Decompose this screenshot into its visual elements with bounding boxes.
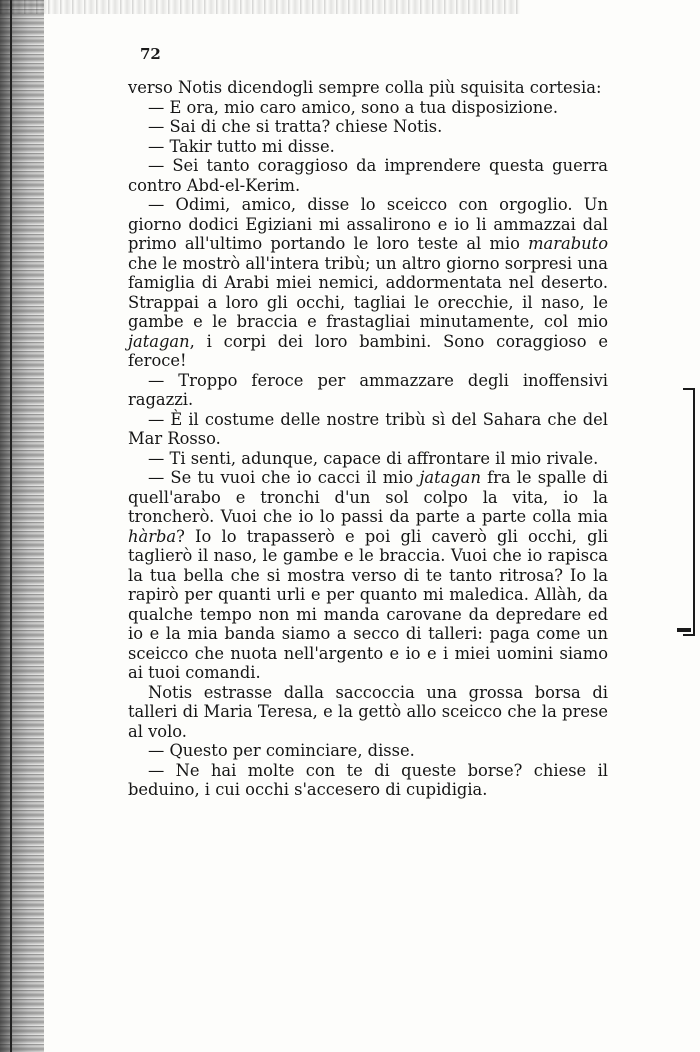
italic-term: marabuto: [528, 234, 608, 253]
paragraph: [128, 410, 608, 449]
paragraph-text: — Odimi, amico, disse lo sceicco con orgoglio. Un giorno dodici Egiziani mi assalirono e io li ammazzai dal primo all'ultimo portando le loro teste al mio: [128, 195, 608, 253]
paragraph: [128, 137, 608, 157]
page-binding-edge: [0, 0, 44, 1052]
paragraph: [128, 78, 608, 98]
margin-bracket-tick: [677, 628, 691, 632]
paragraph: [128, 761, 608, 800]
paragraph-text: — Se tu vuoi che io cacci il mio: [148, 468, 420, 487]
paragraph-text: ? Io lo trapasserò e poi gli caverò gli occhi, gli taglierò il naso, le gambe e le braccia. Vuoi che io rapisca la tua bella che si mostra verso di te tanto ritrosa? Io la rapirò per quanti urli e per quanto mi maledica. Allàh, da qualche tempo non mi manda carovane da depredare ed io e la mia banda siamo a secco di talleri: paga come un sceicco che nuota nell'argento e io e i miei uomini siamo ai tuoi comandi.: [128, 526, 608, 682]
paragraph-text: — E ora, mio caro amico, sono a tua disposizione.: [148, 97, 559, 117]
paragraph-text: che le mostrò all'intera tribù; un altro giorno sorpresi una famiglia di Arabi miei nemici, addormentata nel deserto. Strappai a loro gli occhi, tagliai le orecchie, il naso, le gambe e le braccia e frastagliai minutamente, col mio: [128, 253, 608, 331]
paragraph: [128, 683, 608, 742]
italic-term: hàrba: [128, 526, 177, 546]
binding-line: [10, 0, 12, 1052]
paragraph: [128, 195, 608, 371]
paragraph: [128, 98, 608, 118]
paragraph-text: — È il costume delle nostre tribù sì del Sahara che del Mar Rosso.: [128, 409, 608, 448]
paragraph-text: — Takir tutto mi disse.: [148, 136, 335, 156]
paragraph-text: , i corpi dei loro bambini. Sono coraggioso e feroce!: [128, 331, 608, 370]
paragraph-text: — Troppo feroce per ammazzare degli inoffensivi ragazzi.: [128, 370, 608, 409]
paragraph: [128, 468, 608, 683]
paragraph-text: — Sei tanto coraggioso da imprendere questa guerra contro Abd-el-Kerim.: [128, 156, 608, 195]
paragraph: [128, 156, 608, 195]
body-text: [128, 78, 608, 800]
paragraph-text: — Ti senti, adunque, capace di affrontare il mio rivale.: [148, 448, 599, 468]
paragraph: [128, 117, 608, 137]
page-number: 72: [140, 45, 161, 63]
paragraph-text: fra le spalle di quell'arabo e tronchi d'un sol colpo la vita, io la troncherò. Vuoi che io lo passi da parte a parte colla mia: [128, 468, 608, 526]
margin-bracket: [683, 388, 695, 636]
paragraph-text: — Questo per cominciare, disse.: [148, 741, 415, 760]
scan-noise: [0, 0, 520, 14]
italic-term: jatagan: [419, 468, 481, 487]
italic-term: jatagan: [128, 331, 190, 351]
paragraph-text: verso Notis dicendogli sempre colla più squisita cortesia:: [128, 78, 602, 97]
paragraph: [128, 741, 608, 761]
paragraph: [128, 449, 608, 469]
paragraph-text: Notis estrasse dalla saccoccia una grossa borsa di talleri di Maria Teresa, e la gettò allo sceicco che la prese al volo.: [128, 682, 608, 741]
paragraph-text: — Sai di che si tratta? chiese Notis.: [148, 117, 443, 136]
paragraph-text: — Ne hai molte con te di queste borse? chiese il beduino, i cui occhi s'accesero di cupidigia.: [128, 760, 608, 799]
paragraph: [128, 371, 608, 410]
